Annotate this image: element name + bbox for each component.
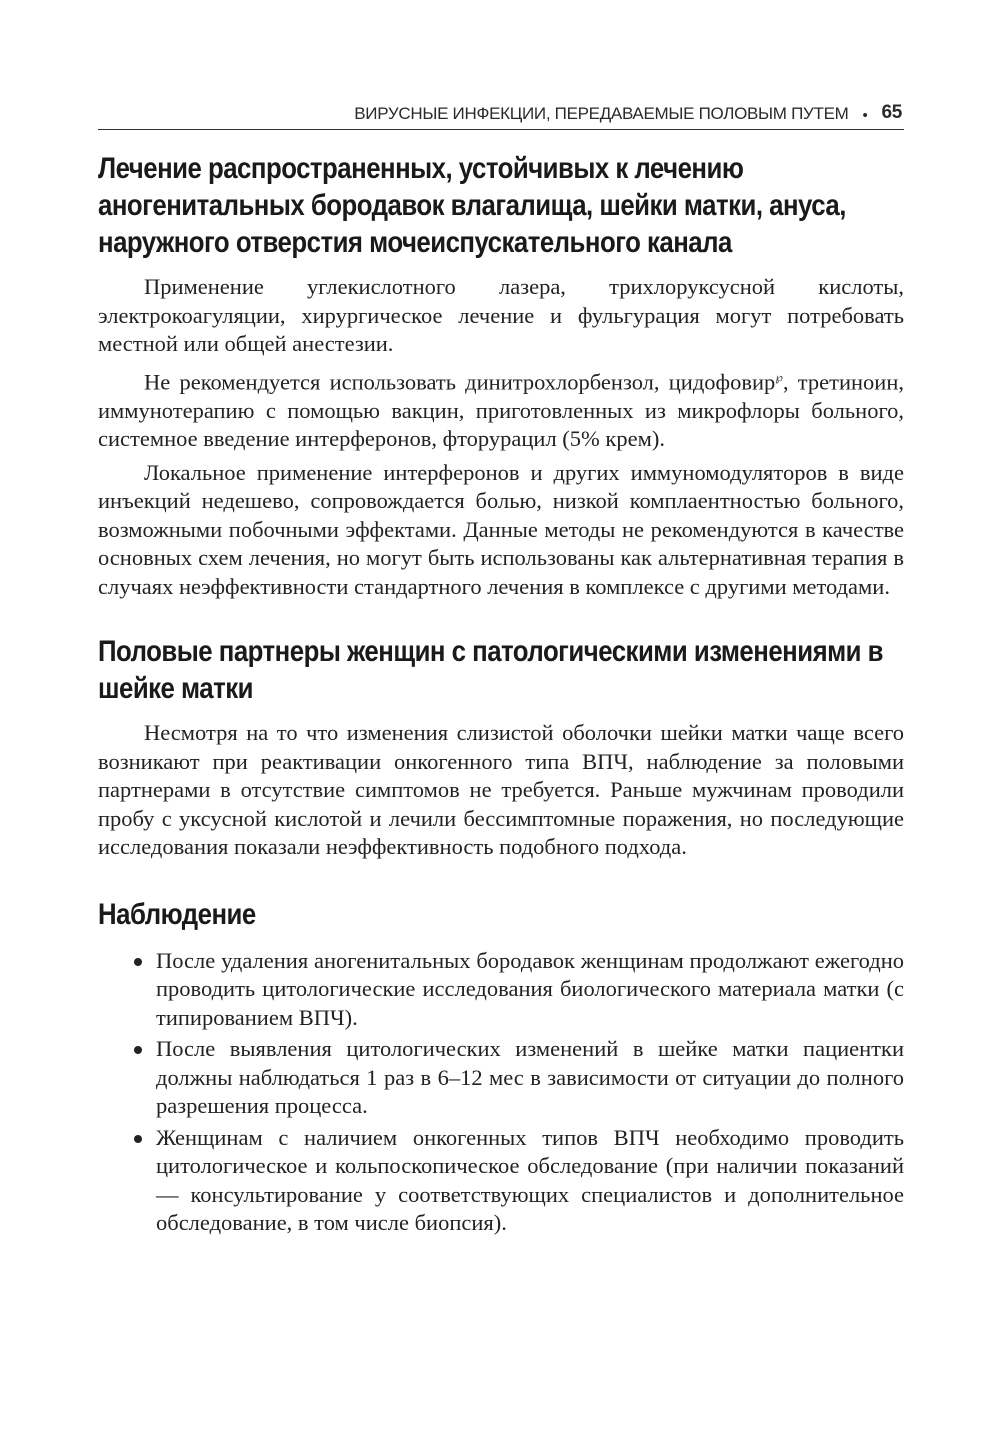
running-head-title: ВИРУСНЫЕ ИНФЕКЦИИ, ПЕРЕДАВАЕМЫЕ ПОЛОВЫМ ПУТЕМ [354, 104, 849, 123]
paragraph: Несмотря на то что изменения слизистой оболочки шейки матки чаще всего возникают при реактивации онкогенного типа ВПЧ, наблюдение за половыми партнерами в отсутствие симптомов не требуется. Раньше мужчинам проводили пробу с уксусной кислотой и лечили бессимптомные поражения, но последующие исследования показали неэффективность подобного подхода. [98, 720, 904, 859]
paragraph-text: , третиноин, иммунотерапию с помощью вакцин, приготовленных из микрофлоры больного, системное введение интерферонов, фторурацил (5% крем). [98, 369, 904, 451]
section-heading-observation: Наблюдение [98, 897, 256, 931]
list-item [98, 1124, 904, 1238]
section-heading-treatment: Лечение распространенных, устойчивых к лечению аногенитальных бородавок влагалища, шейки матки, ануса, наружного отверстия мочеиспускательного канала [98, 152, 846, 259]
bullet-separator-icon: • [862, 107, 868, 124]
list-item-text: Женщинам с наличием онкогенных типов ВПЧ необходимо проводить цитологическое и кольпоскопическое обследование (при наличии показаний — консультирование у соответствующих специалистов и дополнительное обследование, в том числе биопсия). [156, 1124, 904, 1235]
list-item [98, 947, 904, 1033]
paragraph-text: Не рекомендуется использовать динитрохлорбензол, цидофовир [144, 369, 776, 394]
paragraph: Локальное применение интерферонов и других иммуномодуляторов в виде инъекций недешево, сопровождается болью, низкой комплаентностью больного, возможными побочными эффектами. Данные методы не рекомендуются в качестве основных схем лечения, но могут быть использованы как альтернативная терапия в случаях неэффективности стандартного лечения в комплексе с другими методами. [98, 459, 904, 599]
section-heading-partners: Половые партнеры женщин с патологическими изменениями в шейке матки [98, 635, 884, 705]
bullet-icon [134, 958, 142, 966]
bullet-icon [134, 1135, 142, 1143]
bullet-icon [134, 1046, 142, 1054]
page-number: 65 [881, 102, 902, 123]
list-item-text: После выявления цитологических изменений в шейке матки пациентки должны наблюдаться 1 раз в 6–12 мес в зависимости от ситуации до полного разрешения процесса. [156, 1036, 904, 1118]
running-head [98, 96, 904, 130]
bullet-list [98, 947, 904, 1238]
list-item-text: После удаления аногенитальных бородавок женщинам продолжают ежегодно проводить цитологические исследования биологического материала матки (с типированием ВПЧ). [156, 947, 904, 1030]
registered-mark-icon: ℘ [775, 371, 783, 384]
page-content [98, 150, 904, 1238]
list-item [98, 1035, 904, 1121]
paragraph: Применение углекислотного лазера, трихлоруксусной кислоты, электрокоагуляции, хирургическое лечение и фульгурация могут потребовать местной или общей анестезии. [98, 274, 904, 356]
paragraph [98, 364, 904, 454]
